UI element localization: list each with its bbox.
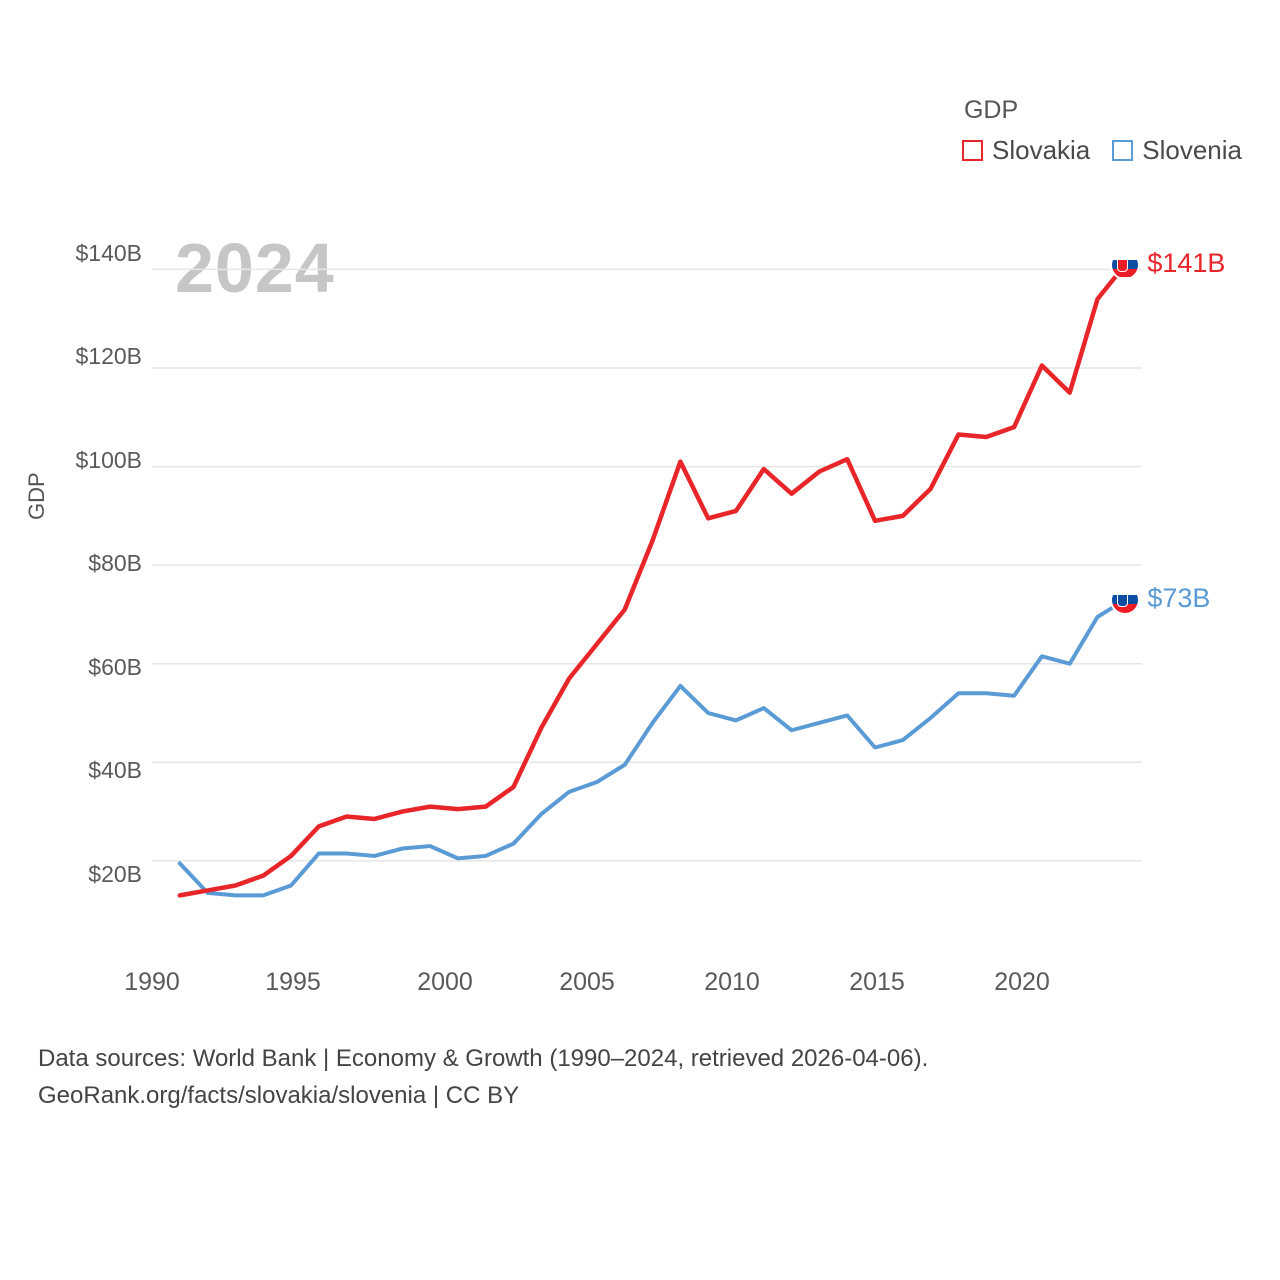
x-tick-label: 1990 <box>124 968 180 996</box>
flag-marker-slovenia <box>1110 585 1140 615</box>
legend-item-slovakia[interactable] <box>962 135 1090 166</box>
x-tick-label: 1995 <box>265 968 321 996</box>
legend-items <box>962 135 1242 166</box>
footer-line-2: GeoRank.org/facts/slovakia/slovenia | CC BY <box>38 1082 520 1110</box>
y-tick-label: $60B <box>88 654 142 680</box>
x-tick-label: 2020 <box>994 968 1050 996</box>
year-watermark: 2024 <box>175 229 335 307</box>
x-tick-label: 2010 <box>704 968 760 996</box>
legend-title: GDP <box>963 96 1019 124</box>
legend-swatch-icon-slovakia <box>962 140 983 161</box>
legend-label-slovakia: Slovakia <box>991 135 1091 165</box>
legend-item-slovenia[interactable] <box>1112 135 1242 166</box>
y-tick-label: $40B <box>88 757 142 783</box>
x-tick-label: 2000 <box>417 968 473 996</box>
gridlines <box>152 269 1142 860</box>
x-tick-label: 2015 <box>849 968 905 996</box>
legend-label-slovenia: Slovenia <box>1142 135 1242 165</box>
line-series-slovakia <box>180 265 1126 896</box>
y-tick-label: $100B <box>75 447 142 473</box>
legend-swatch-icon-slovenia <box>1112 140 1133 161</box>
footer-credits <box>38 1040 928 1114</box>
x-tick-label: 2005 <box>559 968 615 996</box>
end-label-slovenia: $73B <box>1147 582 1211 613</box>
plot-area <box>152 230 1142 920</box>
y-axis-title: GDP <box>24 472 49 520</box>
y-tick-label: $120B <box>75 343 142 369</box>
chart-legend <box>962 96 1242 166</box>
y-tick-label: $140B <box>75 240 142 266</box>
end-label-slovakia: $141B <box>1147 247 1226 278</box>
plot-svg <box>152 230 1142 920</box>
flag-marker-slovakia <box>1110 250 1140 280</box>
y-tick-label: $80B <box>88 550 142 576</box>
line-series-slovenia <box>180 600 1126 896</box>
footer-line-1: Data sources: World Bank | Economy & Growth (1990–2024, retrieved 2026-04-06). <box>38 1045 929 1072</box>
y-tick-label: $20B <box>88 861 142 887</box>
